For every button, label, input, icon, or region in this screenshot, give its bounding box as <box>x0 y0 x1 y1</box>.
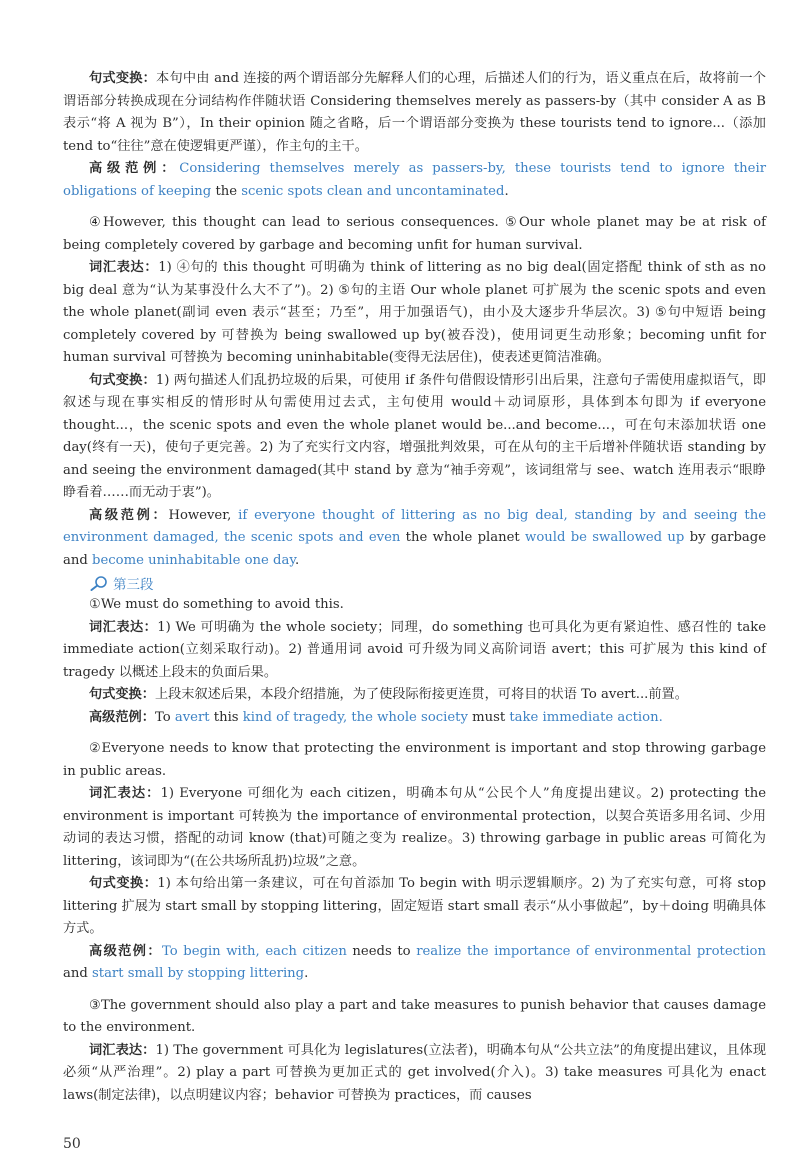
section-title: 第三段 <box>113 577 154 593</box>
text-run: ①We must do something to avoid this. <box>89 597 344 612</box>
highlighted-text: if everyone thought of littering as no big deal, standing by and seeing the environment damaged, the scenic spots and even <box>63 507 766 545</box>
annotation-paragraph <box>63 707 766 730</box>
text-run: by garbage and <box>63 530 766 568</box>
highlighted-text: avert <box>174 709 210 725</box>
text-run: 1) Everyone 可细化为 each citizen，明确本句从“公民个人”角度提出建议。2) protecting the environment is important 可转换为 the importance of environmental protection，以契合英语多用名词、少用动词的表达习惯，搭配的动词 know (that)可随之变为 realize。3) throwing garbage in public areas 可简化为 littering，该词即为“(在公共场所乱扔)垃圾”之意。 <box>63 786 767 869</box>
section-label: 高级范例： <box>89 943 162 959</box>
annotation-paragraph <box>63 941 766 986</box>
highlighted-text: start small by stopping littering <box>92 966 305 981</box>
section-label: 词汇表达： <box>89 786 161 801</box>
text-run: 本句中由 and 连接的两个谓语部分先解释人们的心理，后描述人们的行为，语义重点在后，故将前一个谓语部分转换成现在分词结构作伴随状语 Considering themselves merely as passers-by（其中 consider A as B 表示“将 A 视为 B”），In their opinion 随之省略，后一个谓语部分变换为 these tourists tend to ignore...（添加 tend to“往往”意在使逻辑更严谨），作主句的主干。 <box>63 71 766 154</box>
highlighted-text: realize the importance of environmental protection <box>416 943 766 959</box>
highlighted-text: become uninhabitable one day <box>92 552 296 568</box>
text-run: the <box>211 183 242 199</box>
text-run: 1) 本句给出第一条建议，可在句首添加 To begin with 明示逻辑顺序。2) 为了充实句意，可将 stop littering 扩展为 start small by stopping littering，固定短语 start small 表示“从小事做起”，by＋doing 明确具体方式。 <box>63 876 766 936</box>
section-label: 高级范例： <box>89 161 180 176</box>
text-run: and <box>63 966 92 981</box>
section-label: 句式变换： <box>89 71 157 86</box>
highlighted-text: Considering themselves merely as passers-by, these tourists tend to ignore their obligations of keeping <box>63 161 766 199</box>
text-run: ②Everyone needs to know that protecting the environment is important and stop throwing garbage in public areas. <box>63 741 766 779</box>
source-sentence <box>63 995 766 1040</box>
section-label: 词汇表达： <box>89 260 159 275</box>
highlighted-text: scenic spots clean and uncontaminated <box>241 183 505 199</box>
annotation-paragraph <box>63 370 766 505</box>
magnifier-icon <box>89 575 109 591</box>
text-run: . <box>504 183 509 199</box>
text-run: To <box>154 709 175 725</box>
text-run: 1) The government 可具化为 legislatures(立法者)，明确本句从“公共立法”的角度提出建议，且体现必须“从严治理”。2) play a part 可替换为更加正式的 get involved(介入)。3) take measures 可具化为 enact laws(制定法律)，以点明建议内容；behavior 可替换为 practices，而 causes <box>63 1042 767 1103</box>
text-run: this <box>209 709 243 725</box>
page-content <box>63 68 766 1107</box>
source-sentence <box>63 594 766 617</box>
page-number: 50 <box>63 1136 81 1152</box>
highlighted-text: take immediate action. <box>509 709 663 725</box>
text-run: 1) 两句描述人们乱扔垃圾的后果，可使用 if 条件句借假设情形引出后果，注意句子需使用虚拟语气，即叙述与现在事实相反的情形时从句需使用过去式，主句使用 would＋动词原形，具体到本句即为 if everyone thought...，the scenic spots and even the whole planet would be...and become...，可在句末添加状语 one day(终有一天)，使句子更完善。2) 为了充实行文内容，增强批判效果，可在从句的主干后增补伴随状语 standing by and seeing the environment damaged(其中 stand by 意为“袖手旁观”，该词组常与 see、watch 连用表示“眼睁睁看着……而无动于衷”)。 <box>63 372 766 500</box>
section-heading <box>89 572 766 594</box>
source-sentence <box>63 212 766 257</box>
text-run: ③The government should also play a part and take measures to punish behavior that causes damage to the environment. <box>63 997 766 1035</box>
annotation-paragraph <box>63 873 766 941</box>
section-label: 句式变换： <box>89 372 156 388</box>
section-label: 词汇表达： <box>89 619 158 635</box>
annotation-paragraph <box>63 257 766 370</box>
text-run: 上段末叙述后果，本段介绍措施，为了使段际衔接更连贯，可将目的状语 To avert...前置。 <box>154 687 688 702</box>
annotation-paragraph <box>63 68 766 158</box>
text-run: must <box>467 709 510 725</box>
text-run: needs to <box>346 943 417 959</box>
text-run: 1) ④句的 this thought 可明确为 think of littering as no big deal(固定搭配 think of sth as no big deal 意为“认为某事没什么大不了”)。2) ⑤句的主语 Our whole planet 可扩展为 the scenic spots and even the whole planet(副词 even 表示“甚至；乃至”，用于加强语气)，由小及大逐步升华层次。3) ⑤句中短语 being completely covered by 可替换为 being swallowed up by(被吞没)，使用词更生动形象；becoming unfit for human survival 可替换为 becoming uninhabitable(变得无法居住)，使表述更简洁准确。 <box>63 260 766 365</box>
text-run: However, <box>168 507 239 523</box>
annotation-paragraph <box>63 1040 766 1108</box>
section-label: 高级范例： <box>89 507 169 523</box>
annotation-paragraph <box>63 684 766 707</box>
annotation-paragraph <box>63 158 766 203</box>
annotation-paragraph <box>63 617 766 685</box>
highlighted-text: To begin with, each citizen <box>161 943 347 959</box>
text-run: . <box>304 966 309 981</box>
annotation-paragraph <box>63 783 766 873</box>
annotation-paragraph <box>63 505 766 573</box>
source-sentence <box>63 738 766 783</box>
text-run: 1) We 可明确为 the whole society；同理，do something 也可具化为更有紧迫性、感召性的 take immediate action(立刻采取行动)。2) 普通用词 avoid 可升级为同义高阶词语 avert；this 可扩展为 this kind of tragedy 以概述上段末的负面后果。 <box>63 619 767 680</box>
text-run: . <box>295 552 300 568</box>
section-label: 词汇表达： <box>89 1042 156 1058</box>
text-run: the whole planet <box>400 530 526 545</box>
section-label: 句式变换： <box>89 687 155 702</box>
highlighted-text: kind of tragedy, the whole society <box>242 709 468 725</box>
section-label: 高级范例： <box>89 709 155 725</box>
section-label: 句式变换： <box>89 876 158 891</box>
highlighted-text: would be swallowed up <box>525 530 685 545</box>
text-run: ④However, this thought can lead to serious consequences. ⑤Our whole planet may be at risk of being completely covered by garbage and becoming unfit for human survival. <box>63 215 766 253</box>
